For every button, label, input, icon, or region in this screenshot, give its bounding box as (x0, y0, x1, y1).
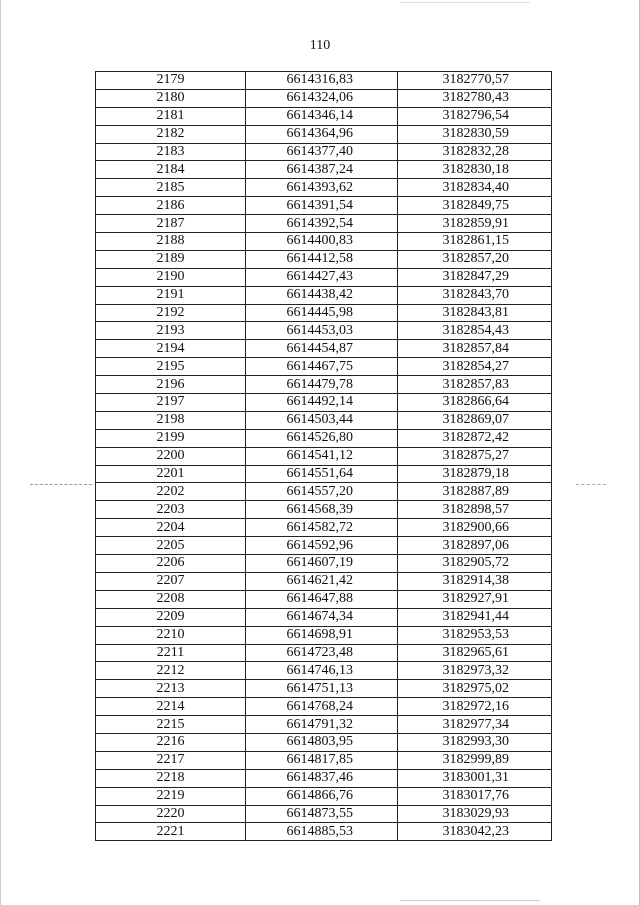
y-coordinate-cell: 3182953,53 (398, 626, 552, 644)
y-coordinate-cell: 3183001,31 (398, 769, 552, 787)
table-row (96, 304, 552, 322)
x-coordinate-cell: 6614768,24 (246, 698, 398, 716)
table-row (96, 769, 552, 787)
point-number-cell: 2203 (96, 501, 246, 519)
point-number-cell: 2198 (96, 411, 246, 429)
y-coordinate-cell: 3182977,34 (398, 716, 552, 734)
x-coordinate-cell: 6614746,13 (246, 662, 398, 680)
table-row (96, 89, 552, 107)
y-coordinate-cell: 3182849,75 (398, 197, 552, 215)
table-row (96, 394, 552, 412)
table-row (96, 662, 552, 680)
point-number-cell: 2202 (96, 483, 246, 501)
x-coordinate-cell: 6614377,40 (246, 143, 398, 161)
y-coordinate-cell: 3182973,32 (398, 662, 552, 680)
y-coordinate-cell: 3182854,43 (398, 322, 552, 340)
table-row (96, 716, 552, 734)
scan-edge-left (0, 0, 1, 905)
x-coordinate-cell: 6614607,19 (246, 555, 398, 573)
point-number-cell: 2179 (96, 72, 246, 90)
point-number-cell: 2194 (96, 340, 246, 358)
point-number-cell: 2207 (96, 572, 246, 590)
y-coordinate-cell: 3182872,42 (398, 429, 552, 447)
x-coordinate-cell: 6614453,03 (246, 322, 398, 340)
x-coordinate-cell: 6614817,85 (246, 751, 398, 769)
x-coordinate-cell: 6614392,54 (246, 215, 398, 233)
point-number-cell: 2201 (96, 465, 246, 483)
point-number-cell: 2196 (96, 376, 246, 394)
point-number-cell: 2205 (96, 537, 246, 555)
x-coordinate-cell: 6614427,43 (246, 268, 398, 286)
x-coordinate-cell: 6614551,64 (246, 465, 398, 483)
x-coordinate-cell: 6614592,96 (246, 537, 398, 555)
point-number-cell: 2183 (96, 143, 246, 161)
y-coordinate-cell: 3182927,91 (398, 590, 552, 608)
x-coordinate-cell: 6614391,54 (246, 197, 398, 215)
x-coordinate-cell: 6614454,87 (246, 340, 398, 358)
table-row (96, 340, 552, 358)
x-coordinate-cell: 6614541,12 (246, 447, 398, 465)
table-row (96, 358, 552, 376)
table-row (96, 483, 552, 501)
x-coordinate-cell: 6614621,42 (246, 572, 398, 590)
point-number-cell: 2193 (96, 322, 246, 340)
table-row (96, 286, 552, 304)
table-row (96, 215, 552, 233)
y-coordinate-cell: 3182914,38 (398, 572, 552, 590)
scan-artifact-bottom (400, 900, 540, 901)
y-coordinate-cell: 3182898,57 (398, 501, 552, 519)
point-number-cell: 2200 (96, 447, 246, 465)
y-coordinate-cell: 3182993,30 (398, 733, 552, 751)
table-row (96, 501, 552, 519)
table-row (96, 322, 552, 340)
point-number-cell: 2219 (96, 787, 246, 805)
y-coordinate-cell: 3182796,54 (398, 107, 552, 125)
table-row (96, 519, 552, 537)
y-coordinate-cell: 3183017,76 (398, 787, 552, 805)
x-coordinate-cell: 6614837,46 (246, 769, 398, 787)
y-coordinate-cell: 3183042,23 (398, 823, 552, 841)
table-row (96, 376, 552, 394)
point-number-cell: 2192 (96, 304, 246, 322)
y-coordinate-cell: 3182843,70 (398, 286, 552, 304)
x-coordinate-cell: 6614492,14 (246, 394, 398, 412)
table-row (96, 107, 552, 125)
table-row (96, 411, 552, 429)
y-coordinate-cell: 3182975,02 (398, 680, 552, 698)
y-coordinate-cell: 3182830,18 (398, 161, 552, 179)
table-row (96, 179, 552, 197)
x-coordinate-cell: 6614885,53 (246, 823, 398, 841)
point-number-cell: 2197 (96, 394, 246, 412)
y-coordinate-cell: 3182847,29 (398, 268, 552, 286)
y-coordinate-cell: 3182770,57 (398, 72, 552, 90)
x-coordinate-cell: 6614387,24 (246, 161, 398, 179)
point-number-cell: 2186 (96, 197, 246, 215)
x-coordinate-cell: 6614445,98 (246, 304, 398, 322)
table-row (96, 268, 552, 286)
y-coordinate-cell: 3182843,81 (398, 304, 552, 322)
table-row (96, 197, 552, 215)
x-coordinate-cell: 6614803,95 (246, 733, 398, 751)
point-number-cell: 2187 (96, 215, 246, 233)
y-coordinate-cell: 3182879,18 (398, 465, 552, 483)
y-coordinate-cell: 3182941,44 (398, 608, 552, 626)
x-coordinate-cell: 6614866,76 (246, 787, 398, 805)
x-coordinate-cell: 6614364,96 (246, 125, 398, 143)
x-coordinate-cell: 6614346,14 (246, 107, 398, 125)
y-coordinate-cell: 3182965,61 (398, 644, 552, 662)
point-number-cell: 2185 (96, 179, 246, 197)
table-row (96, 465, 552, 483)
point-number-cell: 2214 (96, 698, 246, 716)
y-coordinate-cell: 3182780,43 (398, 89, 552, 107)
y-coordinate-cell: 3182866,64 (398, 394, 552, 412)
point-number-cell: 2208 (96, 590, 246, 608)
table-row (96, 555, 552, 573)
x-coordinate-cell: 6614479,78 (246, 376, 398, 394)
point-number-cell: 2199 (96, 429, 246, 447)
y-coordinate-cell: 3182900,66 (398, 519, 552, 537)
y-coordinate-cell: 3182834,40 (398, 179, 552, 197)
point-number-cell: 2182 (96, 125, 246, 143)
y-coordinate-cell: 3182897,06 (398, 537, 552, 555)
point-number-cell: 2190 (96, 268, 246, 286)
x-coordinate-cell: 6614674,34 (246, 608, 398, 626)
table-row (96, 608, 552, 626)
point-number-cell: 2189 (96, 250, 246, 268)
scan-artifact-right (576, 484, 606, 485)
x-coordinate-cell: 6614438,42 (246, 286, 398, 304)
x-coordinate-cell: 6614751,13 (246, 680, 398, 698)
point-number-cell: 2212 (96, 662, 246, 680)
point-number-cell: 2213 (96, 680, 246, 698)
table-row (96, 626, 552, 644)
table-row (96, 143, 552, 161)
point-number-cell: 2215 (96, 716, 246, 734)
table-row (96, 572, 552, 590)
x-coordinate-cell: 6614324,06 (246, 89, 398, 107)
table-row (96, 823, 552, 841)
y-coordinate-cell: 3183029,93 (398, 805, 552, 823)
y-coordinate-cell: 3182857,84 (398, 340, 552, 358)
x-coordinate-cell: 6614557,20 (246, 483, 398, 501)
table-row (96, 805, 552, 823)
x-coordinate-cell: 6614582,72 (246, 519, 398, 537)
y-coordinate-cell: 3182869,07 (398, 411, 552, 429)
coordinates-table-container (95, 71, 551, 841)
coordinates-table-body (96, 72, 552, 841)
x-coordinate-cell: 6614400,83 (246, 233, 398, 251)
x-coordinate-cell: 6614316,83 (246, 72, 398, 90)
point-number-cell: 2181 (96, 107, 246, 125)
point-number-cell: 2188 (96, 233, 246, 251)
point-number-cell: 2211 (96, 644, 246, 662)
y-coordinate-cell: 3182854,27 (398, 358, 552, 376)
y-coordinate-cell: 3182861,15 (398, 233, 552, 251)
y-coordinate-cell: 3182857,20 (398, 250, 552, 268)
table-row (96, 125, 552, 143)
x-coordinate-cell: 6614873,55 (246, 805, 398, 823)
table-row (96, 250, 552, 268)
point-number-cell: 2210 (96, 626, 246, 644)
point-number-cell: 2184 (96, 161, 246, 179)
y-coordinate-cell: 3182875,27 (398, 447, 552, 465)
x-coordinate-cell: 6614791,32 (246, 716, 398, 734)
table-row (96, 680, 552, 698)
x-coordinate-cell: 6614412,58 (246, 250, 398, 268)
x-coordinate-cell: 6614647,88 (246, 590, 398, 608)
table-row (96, 698, 552, 716)
x-coordinate-cell: 6614698,91 (246, 626, 398, 644)
point-number-cell: 2217 (96, 751, 246, 769)
point-number-cell: 2216 (96, 733, 246, 751)
point-number-cell: 2218 (96, 769, 246, 787)
y-coordinate-cell: 3182832,28 (398, 143, 552, 161)
coordinates-table (95, 71, 552, 841)
table-row (96, 733, 552, 751)
y-coordinate-cell: 3182905,72 (398, 555, 552, 573)
table-row (96, 644, 552, 662)
table-row (96, 751, 552, 769)
y-coordinate-cell: 3182857,83 (398, 376, 552, 394)
x-coordinate-cell: 6614393,62 (246, 179, 398, 197)
x-coordinate-cell: 6614467,75 (246, 358, 398, 376)
table-row (96, 447, 552, 465)
y-coordinate-cell: 3182830,59 (398, 125, 552, 143)
x-coordinate-cell: 6614723,48 (246, 644, 398, 662)
point-number-cell: 2204 (96, 519, 246, 537)
point-number-cell: 2209 (96, 608, 246, 626)
table-row (96, 233, 552, 251)
table-row (96, 787, 552, 805)
page-number: 110 (309, 38, 331, 53)
y-coordinate-cell: 3182859,91 (398, 215, 552, 233)
x-coordinate-cell: 6614568,39 (246, 501, 398, 519)
point-number-cell: 2220 (96, 805, 246, 823)
point-number-cell: 2191 (96, 286, 246, 304)
point-number-cell: 2206 (96, 555, 246, 573)
point-number-cell: 2221 (96, 823, 246, 841)
y-coordinate-cell: 3182887,89 (398, 483, 552, 501)
x-coordinate-cell: 6614503,44 (246, 411, 398, 429)
x-coordinate-cell: 6614526,80 (246, 429, 398, 447)
y-coordinate-cell: 3182972,16 (398, 698, 552, 716)
point-number-cell: 2195 (96, 358, 246, 376)
table-row (96, 429, 552, 447)
scan-artifact-left (30, 484, 92, 485)
table-row (96, 537, 552, 555)
table-row (96, 161, 552, 179)
table-row (96, 590, 552, 608)
scan-artifact-top (400, 2, 530, 3)
point-number-cell: 2180 (96, 89, 246, 107)
y-coordinate-cell: 3182999,89 (398, 751, 552, 769)
table-row (96, 72, 552, 90)
